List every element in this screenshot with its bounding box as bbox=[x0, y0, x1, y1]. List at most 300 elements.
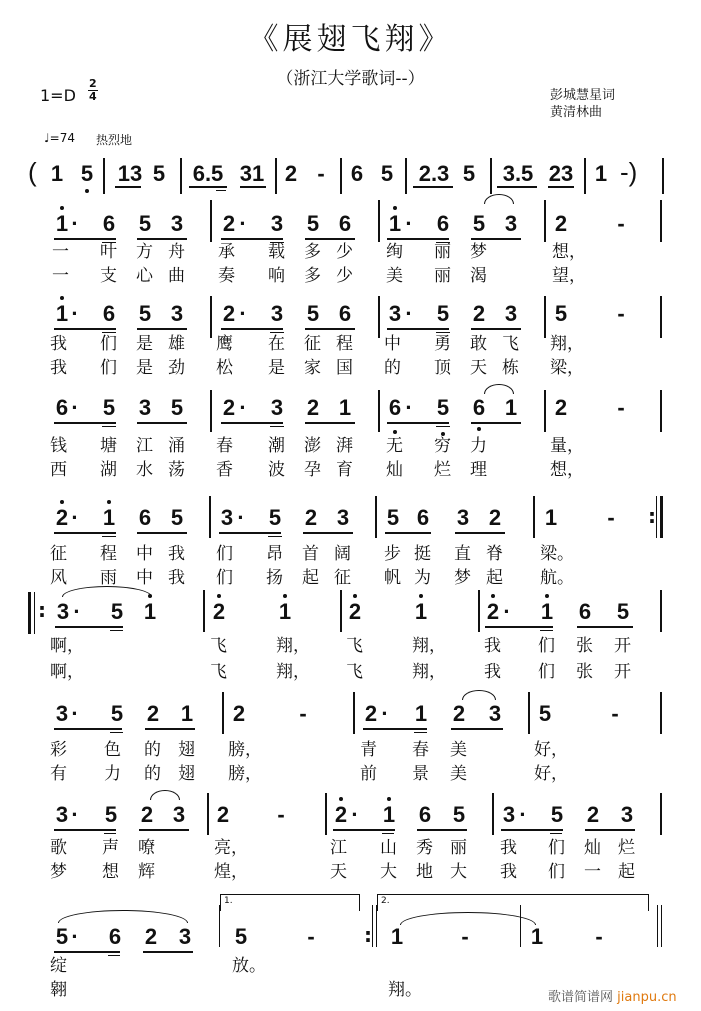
lyric: 有 bbox=[50, 764, 67, 784]
lyric: 江 bbox=[136, 436, 153, 456]
final-bar-thin-line bbox=[657, 905, 658, 947]
bar-line bbox=[660, 200, 662, 242]
repeat-start-thick-line bbox=[28, 592, 31, 634]
repeat-start-dots: : bbox=[38, 598, 46, 622]
song-subtitle: （浙江大学歌词--） bbox=[276, 69, 425, 89]
note: 5 bbox=[138, 301, 152, 326]
note-group: 2.3 bbox=[418, 161, 450, 186]
note: 6 bbox=[418, 802, 432, 827]
lyric: 烂 bbox=[618, 838, 635, 858]
note: 3 bbox=[55, 701, 69, 726]
note: 5 bbox=[104, 802, 118, 827]
underline bbox=[221, 422, 283, 424]
final-bar-thin-line bbox=[661, 905, 662, 947]
lyric: 西 bbox=[50, 460, 67, 480]
dot: · bbox=[405, 211, 413, 236]
bar-line bbox=[544, 390, 546, 432]
underline-double bbox=[540, 630, 553, 631]
underline bbox=[471, 238, 521, 240]
note: 2 bbox=[222, 395, 236, 420]
slur bbox=[150, 790, 180, 800]
time-denominator: 4 bbox=[89, 90, 97, 103]
lyric: 开 bbox=[614, 662, 631, 682]
lyric: 是 bbox=[136, 358, 153, 378]
watermark-url: jianpu.cn bbox=[617, 990, 677, 1005]
dot: · bbox=[71, 802, 79, 827]
note: 2 bbox=[364, 701, 378, 726]
lyric: 起 bbox=[302, 568, 319, 588]
lyric: 国 bbox=[336, 358, 353, 378]
slur bbox=[484, 194, 514, 204]
underline bbox=[305, 238, 355, 240]
underline bbox=[471, 328, 521, 330]
underline bbox=[219, 532, 281, 534]
lyric: 家 bbox=[304, 358, 321, 378]
note: 3 bbox=[270, 211, 284, 236]
lyric: 彩 bbox=[50, 740, 67, 760]
lyric: 是 bbox=[268, 358, 285, 378]
note: 6 bbox=[388, 395, 402, 420]
lyric: 翅 bbox=[178, 740, 195, 760]
bar-line bbox=[222, 692, 224, 734]
lyric: 想， bbox=[550, 460, 584, 480]
lyric: 啊， bbox=[50, 662, 84, 682]
dash: - bbox=[617, 301, 625, 326]
lyric: 理 bbox=[470, 460, 487, 480]
note: 6 bbox=[578, 599, 592, 624]
note: 6 bbox=[102, 211, 116, 236]
lyric: 春 bbox=[412, 740, 429, 760]
bar-line bbox=[353, 692, 355, 734]
note: 1 bbox=[276, 600, 294, 624]
lyric: 张 bbox=[576, 662, 593, 682]
lyric: 色 bbox=[104, 740, 121, 760]
lyric: 穷 bbox=[434, 436, 451, 456]
bar-line bbox=[375, 496, 377, 538]
lyric: 天 bbox=[470, 358, 487, 378]
note: 3 bbox=[336, 505, 350, 530]
lyric: 翔， bbox=[550, 334, 584, 354]
note: 6 bbox=[108, 924, 122, 949]
lyric: 劲 bbox=[168, 358, 185, 378]
lyric: 征 bbox=[304, 334, 321, 354]
lyric: 翔。 bbox=[388, 980, 422, 1000]
note-group: 23 bbox=[548, 161, 574, 186]
lyric: 望， bbox=[552, 266, 586, 286]
lyric: 雄 bbox=[168, 334, 185, 354]
underline bbox=[221, 328, 283, 330]
lyric: 想 bbox=[102, 862, 119, 882]
lyric: 湖 bbox=[100, 460, 117, 480]
note: 3 bbox=[270, 301, 284, 326]
dash: - bbox=[307, 924, 315, 949]
underline bbox=[455, 532, 505, 534]
lyric: 歌 bbox=[50, 838, 67, 858]
dot: · bbox=[239, 211, 247, 236]
dot: · bbox=[71, 301, 79, 326]
lyric: 灿 bbox=[386, 460, 403, 480]
underline bbox=[54, 422, 116, 424]
lyric: 支 bbox=[100, 266, 117, 286]
note: 5 bbox=[380, 161, 394, 186]
bar-line bbox=[520, 905, 521, 947]
dot: · bbox=[239, 301, 247, 326]
lyric: 们 bbox=[100, 358, 117, 378]
dot: · bbox=[71, 211, 79, 236]
lyric: 翔， bbox=[412, 662, 446, 682]
underline bbox=[55, 626, 123, 628]
underline-double bbox=[436, 332, 450, 333]
expression-marking: 热烈地 bbox=[96, 133, 133, 147]
repeat-end-thin-line bbox=[656, 496, 657, 538]
underline-double bbox=[270, 332, 284, 333]
note: 5 bbox=[616, 599, 630, 624]
bar-line bbox=[378, 296, 380, 338]
note: 3 bbox=[170, 301, 184, 326]
lyric: 香 bbox=[216, 460, 233, 480]
lyric: 起 bbox=[486, 568, 503, 588]
time-numerator: 2 bbox=[89, 77, 97, 90]
close-paren: -) bbox=[620, 157, 638, 187]
dash: - bbox=[611, 701, 619, 726]
note: 3 bbox=[620, 802, 634, 827]
note: 2 bbox=[140, 802, 154, 827]
underline bbox=[413, 186, 453, 188]
bar-line bbox=[275, 158, 277, 194]
lyric: 张 bbox=[576, 636, 593, 656]
lyric: 梦 bbox=[454, 568, 471, 588]
note: 3 bbox=[55, 802, 69, 827]
lyric: 美 bbox=[450, 740, 467, 760]
lyric: 涌 bbox=[168, 436, 185, 456]
lyric: 景 bbox=[412, 764, 429, 784]
bar-line bbox=[340, 158, 342, 194]
bar-line bbox=[210, 296, 212, 338]
lyric: 我 bbox=[500, 838, 517, 858]
underline bbox=[221, 238, 283, 240]
note: 1 bbox=[50, 161, 64, 186]
underline bbox=[303, 532, 353, 534]
note: 2 bbox=[304, 505, 318, 530]
lyric: 鹰 bbox=[216, 334, 233, 354]
volta-1-bracket bbox=[220, 894, 360, 911]
note: 1 bbox=[141, 600, 159, 624]
note: 5 bbox=[436, 395, 450, 420]
repeat-end-dots: : bbox=[364, 923, 372, 947]
lyric: 丽 bbox=[450, 838, 467, 858]
underline bbox=[54, 728, 122, 730]
lyric: 嘹 bbox=[138, 838, 155, 858]
bar-line bbox=[660, 390, 662, 432]
underline-double bbox=[102, 332, 116, 333]
note: 2 bbox=[554, 395, 568, 420]
lyric: 飞 bbox=[210, 662, 227, 682]
lyric: 步 bbox=[384, 544, 401, 564]
note: 5 bbox=[386, 505, 400, 530]
lyric: 美 bbox=[450, 764, 467, 784]
bar-line bbox=[203, 590, 205, 632]
underline-double bbox=[110, 732, 123, 733]
note: 1 bbox=[180, 701, 194, 726]
dot: · bbox=[381, 701, 389, 726]
bar-line bbox=[209, 496, 211, 538]
bar-line bbox=[340, 590, 342, 632]
lyric: 中 bbox=[136, 568, 153, 588]
note: 3 bbox=[504, 211, 518, 236]
note: 2 bbox=[586, 802, 600, 827]
underline bbox=[387, 328, 449, 330]
lyric: 起 bbox=[618, 862, 635, 882]
note: 2 bbox=[346, 600, 364, 624]
lyric: 昂 bbox=[266, 544, 283, 564]
bar-line bbox=[660, 590, 662, 632]
note: 5 bbox=[102, 395, 116, 420]
bar-line bbox=[544, 200, 546, 242]
lyric: 梁。 bbox=[540, 544, 574, 564]
lyric: 征 bbox=[334, 568, 351, 588]
lyric: 澎 bbox=[304, 436, 321, 456]
bar-line bbox=[490, 158, 492, 194]
lyric: 灿 bbox=[584, 838, 601, 858]
volta-2-bracket bbox=[377, 894, 649, 911]
underline bbox=[305, 328, 355, 330]
note: 3 bbox=[388, 301, 402, 326]
slur bbox=[58, 910, 188, 923]
dot: · bbox=[519, 802, 527, 827]
note: 5 bbox=[554, 301, 568, 326]
lyric: 渴 bbox=[470, 266, 487, 286]
tie bbox=[400, 912, 536, 925]
lyric: 钱 bbox=[50, 436, 67, 456]
bar-line bbox=[378, 390, 380, 432]
note: 5 bbox=[170, 395, 184, 420]
underline bbox=[585, 829, 635, 831]
note: 6 bbox=[338, 301, 352, 326]
note: 1 bbox=[414, 701, 428, 726]
lyric: 们 bbox=[100, 334, 117, 354]
dash: - bbox=[607, 505, 615, 530]
note: 5 bbox=[550, 802, 564, 827]
underline bbox=[471, 422, 521, 424]
note: 1 bbox=[338, 395, 352, 420]
underline-double bbox=[414, 732, 427, 733]
note: 2 bbox=[488, 505, 502, 530]
lyric: 少 bbox=[336, 266, 353, 286]
lyric: 梦 bbox=[50, 862, 67, 882]
bar-line bbox=[544, 296, 546, 338]
lyric: 的 bbox=[144, 740, 161, 760]
lyric: 飞 bbox=[210, 636, 227, 656]
note: 3 bbox=[488, 701, 502, 726]
dot: · bbox=[71, 924, 79, 949]
lyric: 首 bbox=[302, 544, 319, 564]
lyric: 一 bbox=[52, 242, 69, 262]
dash: - bbox=[461, 924, 469, 949]
note: 2 bbox=[232, 701, 246, 726]
lyric: 栋 bbox=[502, 358, 519, 378]
note: 1 bbox=[544, 505, 558, 530]
lyric: 翔， bbox=[276, 662, 310, 682]
lyric: 好， bbox=[534, 740, 568, 760]
lyric: 前 bbox=[360, 764, 377, 784]
note: 1 bbox=[100, 506, 118, 530]
dot: · bbox=[351, 802, 359, 827]
underline bbox=[54, 328, 116, 330]
lyric: 大 bbox=[450, 862, 467, 882]
lower-octave-dot bbox=[393, 430, 397, 434]
note: 3 bbox=[456, 505, 470, 530]
lyric: 扬 bbox=[266, 568, 283, 588]
underline-double bbox=[550, 833, 562, 834]
slur bbox=[462, 690, 496, 700]
lyric: 丽 bbox=[434, 242, 451, 262]
underline bbox=[143, 951, 193, 953]
lyric: 是 bbox=[136, 334, 153, 354]
note: 2 bbox=[452, 701, 466, 726]
dash: - bbox=[595, 924, 603, 949]
underline bbox=[139, 829, 189, 831]
note-group: 6.5 bbox=[192, 161, 224, 186]
lyric: 辉 bbox=[138, 862, 155, 882]
lyric: 我 bbox=[500, 862, 517, 882]
lyric: 中 bbox=[384, 334, 401, 354]
underline bbox=[387, 422, 449, 424]
lyric: 少 bbox=[336, 242, 353, 262]
lyric: 曲 bbox=[168, 266, 185, 286]
note: 3 bbox=[270, 395, 284, 420]
tempo-marking: ♩=74 bbox=[44, 131, 75, 145]
note: 6 bbox=[436, 211, 450, 236]
lyric: 孕 bbox=[304, 460, 321, 480]
lyric: 秀 bbox=[416, 838, 433, 858]
underline bbox=[54, 829, 116, 831]
bar-line bbox=[584, 158, 586, 194]
note: 1 bbox=[53, 302, 71, 326]
open-paren: ( bbox=[28, 157, 37, 187]
note: 3 bbox=[56, 599, 70, 624]
bar-line bbox=[660, 296, 662, 338]
lyric: 风 bbox=[50, 568, 67, 588]
note: 3 bbox=[178, 924, 192, 949]
underline bbox=[145, 728, 195, 730]
lyric: 我 bbox=[168, 568, 185, 588]
underline bbox=[137, 422, 187, 424]
underline-double bbox=[216, 190, 226, 191]
note: 5 bbox=[170, 505, 184, 530]
lyric: 我 bbox=[50, 358, 67, 378]
lyric: 们 bbox=[538, 636, 555, 656]
underline bbox=[54, 238, 116, 240]
underline bbox=[137, 328, 187, 330]
dot: · bbox=[73, 599, 81, 624]
lower-octave-dot bbox=[477, 427, 481, 431]
note: 1 bbox=[380, 803, 398, 827]
dot: · bbox=[405, 301, 413, 326]
note: 6 bbox=[102, 301, 116, 326]
lyric: 程 bbox=[336, 334, 353, 354]
lyric: 承 bbox=[218, 242, 235, 262]
dot: · bbox=[503, 599, 511, 624]
lyric: 中 bbox=[136, 544, 153, 564]
bar-line bbox=[210, 390, 212, 432]
bar-line bbox=[478, 590, 480, 632]
underline bbox=[497, 186, 537, 188]
lyric: 们 bbox=[216, 568, 233, 588]
lyric: 育 bbox=[336, 460, 353, 480]
underline-double bbox=[102, 426, 116, 427]
lyric: 力 bbox=[104, 764, 121, 784]
lyric: 水 bbox=[136, 460, 153, 480]
note: 1 bbox=[594, 161, 608, 186]
note: 5 bbox=[268, 505, 282, 530]
lyric: 翔， bbox=[276, 636, 310, 656]
underline-double bbox=[108, 955, 120, 956]
lyric: 阔 bbox=[334, 544, 351, 564]
lyric: 飞 bbox=[346, 636, 363, 656]
dash: - bbox=[277, 802, 285, 827]
note-group: 31 bbox=[239, 161, 265, 186]
note: 5 bbox=[306, 211, 320, 236]
note: 6 bbox=[55, 395, 69, 420]
bar-line bbox=[378, 200, 380, 242]
underline bbox=[54, 532, 116, 534]
lyric: 为 bbox=[414, 568, 431, 588]
note: 2 bbox=[222, 301, 236, 326]
bar-line bbox=[180, 158, 182, 194]
lyric: 塘 bbox=[100, 436, 117, 456]
lyric: 响 bbox=[268, 266, 285, 286]
note: 1 bbox=[412, 600, 430, 624]
lyric: 方 bbox=[136, 242, 153, 262]
note: 1 bbox=[504, 395, 518, 420]
composer-credit: 黄清林曲 bbox=[550, 105, 603, 120]
volta-2-label: 2. bbox=[381, 896, 390, 906]
note: 5 bbox=[452, 802, 466, 827]
note: 2 bbox=[472, 301, 486, 326]
lyric: 梦 bbox=[470, 242, 487, 262]
dot: · bbox=[237, 505, 245, 530]
lyric: 春 bbox=[216, 436, 233, 456]
note: 6 bbox=[138, 505, 152, 530]
lyric: 湃 bbox=[336, 436, 353, 456]
watermark-site: 歌谱简谱网 bbox=[548, 990, 614, 1005]
underline-double bbox=[110, 630, 123, 631]
lyric: 烂 bbox=[434, 460, 451, 480]
lyric: 征 bbox=[50, 544, 67, 564]
lyric: 翱 bbox=[50, 980, 67, 1000]
lyric: 程 bbox=[100, 544, 117, 564]
lyric: 的 bbox=[144, 764, 161, 784]
dash: - bbox=[617, 395, 625, 420]
note: 5 bbox=[538, 701, 552, 726]
note: 3 bbox=[502, 802, 516, 827]
note: 5 bbox=[138, 211, 152, 236]
note: 3 bbox=[504, 301, 518, 326]
slur bbox=[484, 384, 514, 394]
lyric: 大 bbox=[380, 862, 397, 882]
underline bbox=[240, 186, 266, 188]
bar-line bbox=[405, 158, 407, 194]
note: 5 bbox=[55, 924, 69, 949]
lyric: 波 bbox=[268, 460, 285, 480]
note: 6 bbox=[472, 395, 486, 420]
note: 6 bbox=[350, 161, 364, 186]
lyric: 飞 bbox=[346, 662, 363, 682]
lyric: 在 bbox=[268, 334, 285, 354]
lyric: 梁， bbox=[550, 358, 584, 378]
underline bbox=[485, 626, 553, 628]
note: 2 bbox=[284, 161, 298, 186]
